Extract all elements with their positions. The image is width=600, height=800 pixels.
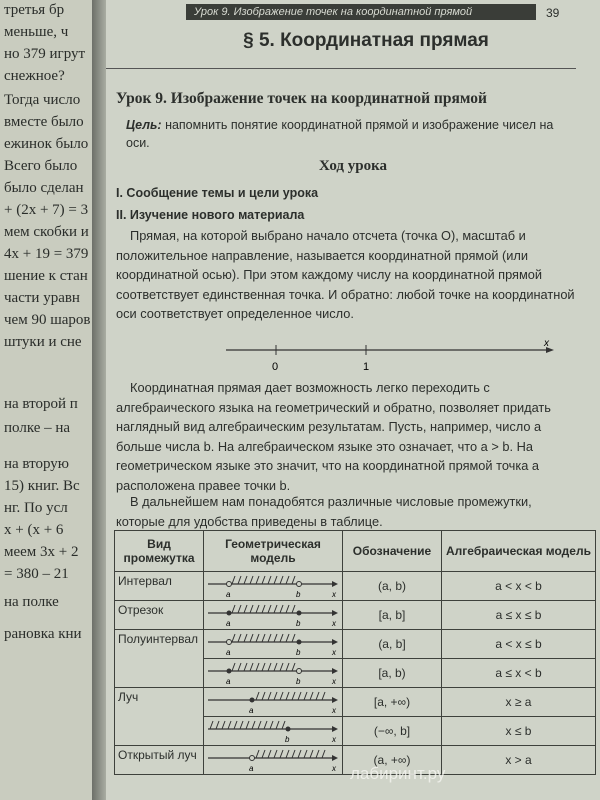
left-page-line: 4x + 19 = 379 [4,246,89,262]
svg-text:x: x [332,706,336,715]
ray-model-svg [204,688,342,716]
left-page-line: Всего было [4,158,78,174]
explanation-paragraph: Координатная прямая дает возможность легко переходить с алгебраического языка на геометрический и обратно, позволяет придать наглядный вид алгебраическим результатам. Пусть, например, число a больше числа b. На алгебраическом языке это означает, что a > b. На геометрическом языке это значит, что на координатной прямой точка a расположена правее точки b. [116,380,551,493]
left-page-line: 15) книг. Вс [4,478,80,494]
goal-text: напомнить понятие координатной прямой и изображение чисел на оси. [126,118,554,150]
interval-name: Луч [115,688,204,746]
left-page-line: x + (x + 6 [4,522,64,538]
svg-text:b: b [296,677,301,686]
header-algebraic: Алгебраическая модель [442,531,596,572]
left-page-line: рановка кни [4,626,82,642]
interval-notation: (−∞, b] [343,717,442,746]
divider [106,68,576,69]
open-ray-model-svg [204,746,342,774]
left-page-line: меньше, ч [4,24,69,40]
left-page-line: на вторую [4,456,70,472]
axis-label-zero: 0 [272,361,279,373]
svg-text:b: b [296,590,301,599]
segment-model-svg [204,601,342,629]
geometric-model [204,746,343,775]
intervals-intro: В дальнейшем нам понадобятся различные числовые промежутки, которые для удобства приведены в таблице. [116,494,532,529]
left-page-line: меем 3x + 2 [4,544,79,560]
left-page-line: + (2x + 7) = 3 [4,202,89,218]
interval-name: Интервал [115,572,204,601]
ray-model-svg [204,717,342,745]
svg-text:x: x [332,619,336,628]
running-head: Урок 9. Изображение точек на координатной прямой [186,4,536,20]
interval-notation: [a, b) [343,659,442,688]
left-page-line: третья бр [4,2,65,18]
interval-algebra: x ≥ a [442,688,596,717]
interval-algebra: x > a [442,746,596,775]
half-interval-model-svg [204,630,342,658]
header-geometric: Геометрическая модель [204,531,343,572]
header-notation: Обозначение [343,531,442,572]
left-page-line: чем 90 шаров [4,312,91,328]
left-page-line: мем скобки и [4,224,89,240]
axis-label-one: 1 [363,361,370,373]
left-page-line: на второй п [4,396,78,412]
interval-notation: (a, b) [343,572,442,601]
interval-name: Отрезок [115,601,204,630]
left-page-line: на полке [4,594,59,610]
interval-notation: [a, b] [343,601,442,630]
goal-label: Цель: [126,118,162,132]
geometric-model [204,572,343,601]
table-row [115,572,596,601]
table-row [115,688,596,717]
interval-name: Открытый луч [115,746,204,775]
svg-text:b: b [296,619,301,628]
course-heading: Ход урока [318,158,388,174]
left-page-line: но 379 игрут [4,46,86,62]
interval-name: Полуинтервал [115,630,204,688]
svg-text:a: a [226,677,231,686]
svg-text:a: a [226,619,231,628]
left-page-line: штуки и сне [4,334,82,350]
svg-text:a: a [249,764,254,773]
left-page-line: шение к стан [4,268,88,284]
left-page-line: полке – на [4,420,71,436]
svg-text:b: b [285,735,290,744]
interval-algebra: a < x ≤ b [442,630,596,659]
interval-model-svg [204,572,342,600]
geometric-model [204,659,343,688]
step-heading-2: II. Изучение нового материала [116,208,305,222]
interval-algebra: x ≤ b [442,717,596,746]
table-row [115,630,596,659]
left-page-line: Тогда число [4,92,81,108]
interval-notation: [a, +∞) [343,688,442,717]
left-page-line: части уравн [4,290,80,306]
table-header-row [115,531,596,572]
geometric-model [204,601,343,630]
interval-notation: (a, b] [343,630,442,659]
section-title: § 5. Координатная прямая [243,30,489,51]
left-page-line: снежное? [4,68,65,84]
svg-text:x: x [332,764,336,773]
lesson-title: Урок 9. Изображение точек на координатной прямой [116,90,487,107]
svg-text:x: x [332,648,336,657]
svg-text:x: x [332,735,336,744]
svg-text:a: a [249,706,254,715]
left-page-line: нг. По усл [4,500,68,516]
svg-text:a: a [226,648,231,657]
svg-text:b: b [296,648,301,657]
header-type: Вид промежутка [115,531,204,572]
left-page-line: = 380 – 21 [4,566,69,582]
geometric-model [204,717,343,746]
left-page [0,0,92,800]
half-interval-model-svg [204,659,342,687]
step-heading-1: I. Сообщение темы и цели урока [116,186,319,200]
page-number: 39 [546,6,560,20]
right-page [106,0,600,800]
book-gutter [92,0,106,800]
definition-paragraph: Прямая, на которой выбрано начало отсчета (точка O), масштаб и положительное направление, называется координатной прямой (или координатной осью). При этом каждому числу на координатной прямой соответствует единственная точка. И обратно: любой точке на координатной оси соответствует определенное число. [116,228,575,321]
watermark-logo: лабиринт.ру [350,764,446,783]
table-row [115,601,596,630]
left-page-line: было сделан [4,180,84,196]
geometric-model [204,688,343,717]
interval-algebra: a ≤ x ≤ b [442,601,596,630]
svg-text:a: a [226,590,231,599]
interval-algebra: a < x < b [442,572,596,601]
axis-label-x: x [544,340,549,349]
left-page-line: ежинок было [4,136,89,152]
lesson-goal [126,116,576,152]
coordinate-axis [226,340,556,376]
svg-text:x: x [332,590,336,599]
interval-notation: (a, +∞) [343,746,442,775]
geometric-model [204,630,343,659]
svg-text:x: x [332,677,336,686]
left-page-line: вместе было [4,114,84,130]
interval-algebra: a ≤ x < b [442,659,596,688]
intervals-table [114,530,596,775]
